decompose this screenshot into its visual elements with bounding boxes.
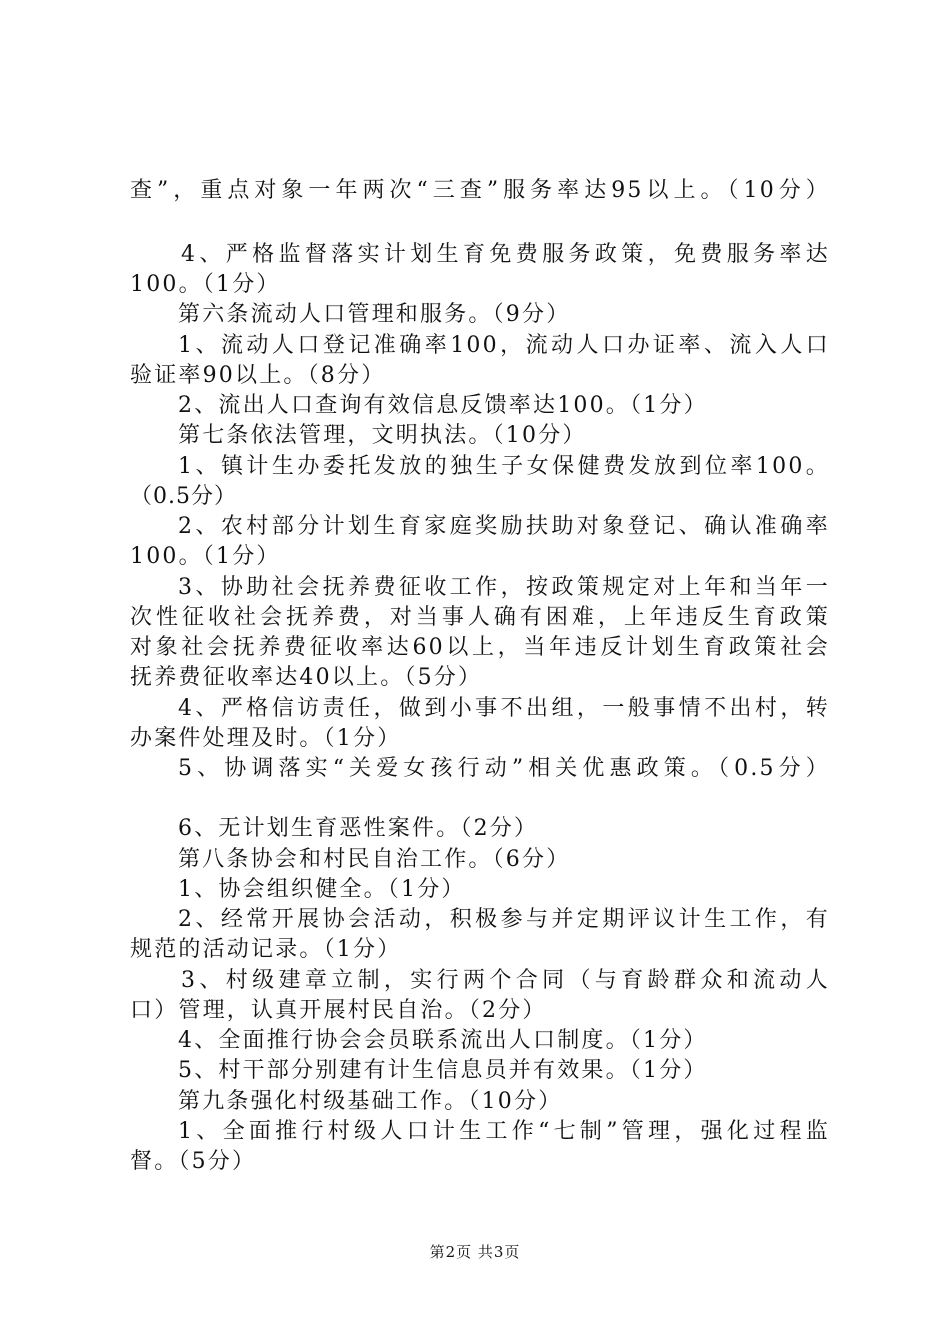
paragraph-line: 规范的活动记录。（1分） (130, 937, 402, 962)
page-number-footer: 第2页 共3页 (429, 1243, 521, 1261)
paragraph-line: 1、流动人口登记准确率100，流动人口办证率、流入人口 (178, 333, 830, 358)
paragraph-line: 督。（5分） (130, 1149, 257, 1174)
paragraph-line: 查”，重点对象一年两次“三查”服务率达95以上。（10分） (130, 178, 830, 203)
section-heading: 第八条协会和村民自治工作。（6分） (178, 847, 571, 872)
paragraph-line: （0.5分） (130, 484, 237, 509)
paragraph-line: 2、流出人口查询有效信息反馈率达100。（1分） (178, 393, 708, 418)
paragraph-line: 1、镇计生办委托发放的独生子女保健费发放到位率100。 (178, 454, 830, 479)
paragraph-line: 3、村级建章立制，实行两个合同（与育龄群众和流动人 (181, 968, 830, 993)
paragraph-line: 6、无计划生育恶性案件。（2分） (178, 816, 539, 841)
section-heading: 第七条依法管理，文明执法。（10分） (178, 423, 587, 448)
paragraph-line: 抚养费征收率达40以上。（5分） (130, 665, 483, 690)
paragraph-line: 办案件处理及时。（1分） (130, 726, 402, 751)
paragraph-line: 3、协助社会抚养费征收工作，按政策规定对上年和当年一 (178, 575, 830, 600)
paragraph-line: 4、严格信访责任，做到小事不出组，一般事情不出村，转 (178, 696, 830, 721)
paragraph-line: 4、严格监督落实计划生育免费服务政策，免费服务率达 (181, 242, 830, 267)
paragraph-line: 5、协调落实“关爱女孩行动”相关优惠政策。（0.5分） (178, 756, 830, 781)
paragraph-line: 次性征收社会抚养费，对当事人确有困难，上年违反生育政策 (130, 605, 830, 630)
paragraph-line: 验证率90以上。（8分） (130, 363, 386, 388)
paragraph-line: 100。（1分） (130, 272, 281, 297)
paragraph-line: 1、协会组织健全。（1分） (178, 877, 466, 902)
paragraph-line: 2、经常开展协会活动，积极参与并定期评议计生工作，有 (178, 907, 830, 932)
paragraph-line: 4、全面推行协会会员联系流出人口制度。（1分） (178, 1028, 708, 1053)
paragraph-line: 口）管理，认真开展村民自治。（2分） (130, 998, 547, 1023)
section-heading: 第六条流动人口管理和服务。（9分） (178, 302, 571, 327)
paragraph-line: 100。（1分） (130, 544, 281, 569)
paragraph-line: 1、全面推行村级人口计生工作“七制”管理，强化过程监 (178, 1119, 830, 1144)
section-heading: 第九条强化村级基础工作。（10分） (178, 1089, 563, 1114)
paragraph-line: 5、村干部分别建有计生信息员并有效果。（1分） (178, 1058, 708, 1083)
paragraph-line: 对象社会抚养费征收率达60以上，当年违反计划生育政策社会 (130, 635, 830, 660)
paragraph-line: 2、农村部分计划生育家庭奖励扶助对象登记、确认准确率 (178, 514, 830, 539)
